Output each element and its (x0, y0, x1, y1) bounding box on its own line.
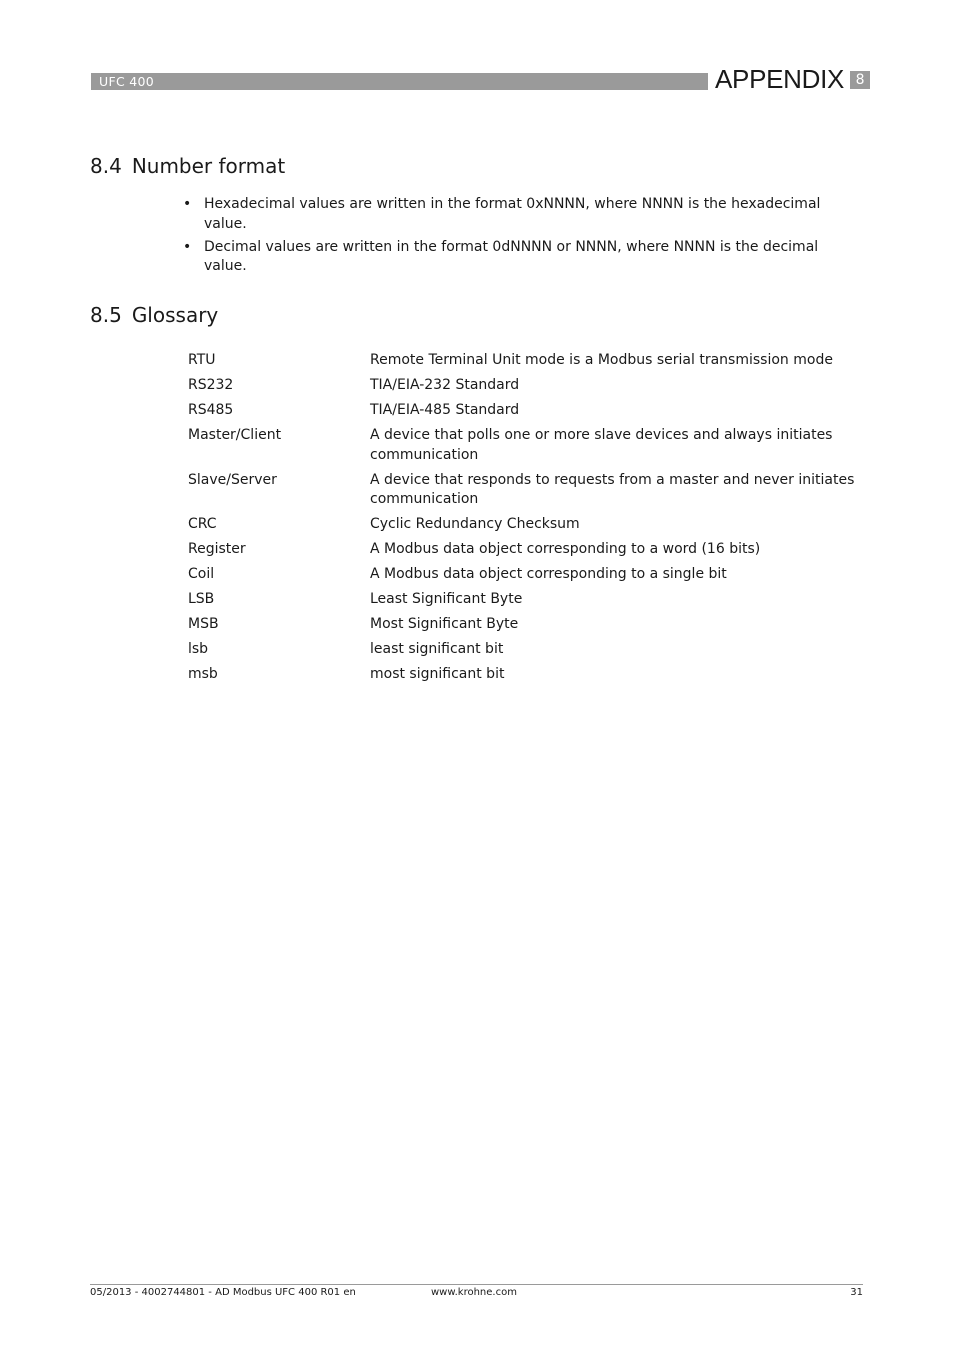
table-row (188, 351, 868, 376)
header-section-title: APPENDIX (715, 64, 845, 94)
glossary-term: Master/Client (188, 427, 282, 443)
glossary-term: LSB (188, 591, 215, 607)
table-row (188, 515, 868, 540)
list-item-text: Hexadecimal values are written in the format 0xNNNN, where NNNN is the hexadecimal value. (204, 196, 821, 232)
header-bar (91, 73, 708, 90)
section-title: Number format (131, 154, 286, 178)
glossary-term: Slave/Server (188, 471, 277, 488)
glossary-definition: A device that polls one or more slave devices and always initiates communication (370, 427, 833, 463)
glossary-table (188, 351, 868, 690)
table-row (188, 590, 868, 615)
glossary-term: CRC (188, 516, 217, 532)
glossary-definition: TIA/EIA-485 Standard (370, 402, 520, 418)
list-item (180, 195, 860, 234)
glossary-definition: Remote Terminal Unit mode is a Modbus serial transmission mode (370, 352, 833, 368)
glossary-term: RTU (188, 352, 216, 368)
section-heading-number-format (90, 153, 285, 179)
glossary-definition: most significant bit (370, 666, 505, 682)
table-row (188, 565, 868, 590)
table-row (188, 665, 868, 690)
glossary-definition: TIA/EIA-232 Standard (370, 377, 520, 393)
list-item-text: Decimal values are written in the format 0dNNNN or NNNN, where NNNN is the decimal value. (204, 238, 819, 274)
glossary-definition: A device that responds to requests from a master and never initiates communication (370, 471, 855, 507)
bullet-icon: • (183, 196, 192, 212)
section-heading-glossary (90, 302, 218, 328)
table-row (188, 615, 868, 640)
section-number: 8.4 (90, 154, 122, 178)
glossary-term: RS485 (188, 402, 234, 418)
table-row (188, 426, 868, 471)
table-row (188, 376, 868, 401)
bullet-icon: • (183, 238, 192, 255)
footer-document-reference: 05/2013 - 4002744801 - AD Modbus UFC 400 R01 en (90, 1287, 356, 1298)
footer-divider (90, 1284, 863, 1285)
glossary-definition: Most Significant Byte (370, 616, 519, 632)
glossary-term: RS232 (188, 377, 234, 393)
footer-page-number: 31 (850, 1287, 863, 1298)
number-format-list (180, 195, 860, 280)
table-row (188, 640, 868, 665)
glossary-definition: A Modbus data object corresponding to a single bit (370, 566, 727, 582)
glossary-definition: A Modbus data object corresponding to a word (16 bits) (370, 541, 761, 557)
header-chapter-badge: 8 (850, 71, 870, 89)
glossary-definition: least significant bit (370, 641, 504, 657)
header-section (715, 64, 870, 94)
glossary-definition: Cyclic Redundancy Checksum (370, 516, 580, 532)
section-title: Glossary (131, 303, 219, 327)
glossary-term: Register (188, 541, 246, 557)
list-item (180, 238, 860, 277)
glossary-definition: Least Significant Byte (370, 591, 523, 607)
footer-website-link[interactable]: www.krohne.com (431, 1287, 517, 1298)
header-product-name: UFC 400 (99, 74, 154, 89)
glossary-term: Coil (188, 566, 215, 582)
glossary-term: lsb (188, 641, 209, 657)
table-row (188, 540, 868, 565)
table-row (188, 471, 868, 516)
glossary-term: msb (188, 666, 218, 682)
table-row (188, 401, 868, 426)
glossary-term: MSB (188, 616, 219, 632)
section-number: 8.5 (90, 303, 122, 327)
